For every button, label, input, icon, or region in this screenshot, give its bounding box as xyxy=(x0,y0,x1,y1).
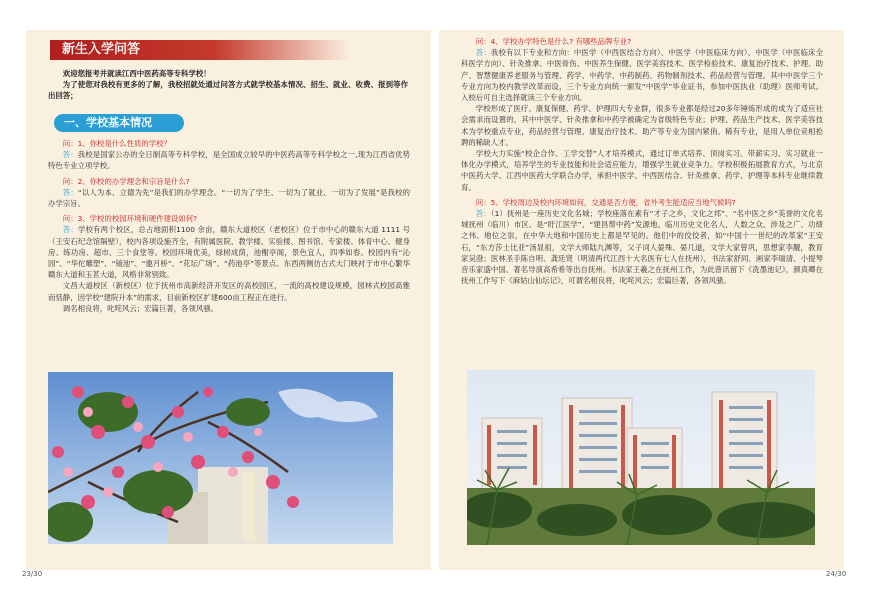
left-page xyxy=(26,30,431,570)
answer-1-text: 我校是国家公办的全日制高等专科学校，是全国成立较早的中医药高等专科学校之一,现为江西省优势特色专业立项学校。 xyxy=(48,150,410,171)
answer-label: 答： xyxy=(62,225,78,235)
answer-3-text: 学校有两个校区，总占地面积1100 余亩，赣东大道校区（老校区）位于市中心的赣东大道 1111 号（王安石纪念馆隔壁），校内各项设施齐全，有附属医院、教学楼、实验楼、图书馆、专家楼、体育中心、健身房、练功房、超市、三个食堂等。校园环境优美，绿树成荫，池榭亭阁，景色宜人，四季如春。校园内有“沁园”、“华佗雕塑”、“镜池”、“邀月桥”、“花坛广场”、“药池亭”等景点。东西两侧仿古式大门映衬于市中心繁华赣东大道和玉茗大道，风格非常别致。 xyxy=(48,225,410,280)
answer-4-text: 我校有以下专业和方向：中医学（中西医结合方向）、中医学（中医临床方向）、中医学（中医临床全科医学方向）、针灸推拿、中医骨伤、中医养生保健、医学美容技术、医学检验技术、康复治疗技术、护理、助产、智慧健康养老服务与管理、药学、中药学、中药制药、药物制剂技术、药品经营与管理。其中中医学三个专业方向为校内教学改革而设，三个专业方向统一颁发“中医学”毕业证书，参加中医执业（助理）医师考试。入校后可自主选择就读三个专业方向。 xyxy=(461,48,823,103)
answer-2 xyxy=(48,187,410,209)
answer-5-text: （1）抚州是一座历史文化名城；学校座落在素有“才子之乡，文化之邦”、“名中医之乡”美誉的文化名城抚州（临川）市区。是“盱江医学”、“建昌帮中药”发源地。临川历史文化名人，人数之众、涉及之广、功绩之伟、地位之崇，在中华大地和中国历史上都是罕见的。他们中的佼佼者，如“中国十一世纪的改革家”王安石，“东方莎士比亚”汤显祖，文学大师陆九渊等，父子词人晏殊、晏几道，文学大家曾巩，思想家李觏，教育家吴澄；医林圣手陈自明、龚廷贤（明清两代江西十大名医有七人在抚州），书法家舒同、画家李瑞清、小提琴音乐家盛中国、著名导演高希希等出自抚州。书法家王羲之在抚州工作，为此曾讯留下《洗墨池记》，颜真卿在抚州工作写下《麻姑山仙坛记》，可谓名相良将，叱咤风云；宏篇巨著，各领风骚。 xyxy=(461,209,823,286)
answer-5 xyxy=(461,208,823,286)
qa-block-right xyxy=(461,36,823,286)
answer-label: 答： xyxy=(475,48,491,58)
campus-photo-blossom xyxy=(48,372,393,544)
campus-photo-dormitories xyxy=(467,370,815,545)
question-3: 问：3、学校的校园环境和硬件建设如何? xyxy=(62,214,198,224)
question-4: 问：4、学校办学特色是什么? 有哪些品牌专业? xyxy=(475,37,632,46)
page-number-left: 23/30 xyxy=(22,570,43,578)
question-1: 问：1、你校是什么性质的学校？ xyxy=(62,139,171,148)
question-2: 问：2、你校的办学理念和宗旨是什么? xyxy=(62,176,190,186)
section-heading: 一、学校基本情况 xyxy=(54,114,184,132)
question-5: 问：5、学校周边及校内环境如何，交通是否方便，省外考生能适应当地气候吗? xyxy=(475,197,736,207)
answer-1 xyxy=(48,149,410,171)
answer-label: 答： xyxy=(475,209,491,219)
intro-line-1: 欢迎您报考并就读江西中医药高等专科学校！ xyxy=(62,69,211,78)
answer-4b: 学校形成了医疗、康复保健、药学、护理四大专业群，很多专业都是经过20多年锤炼形成的成为了适应社会需求而设置的，其中中医学、针灸推拿和中药学被确定为省级特色专业；护理、药品生产技术、医学美容技术为学校重点专业，药品经营与管理、康复治疗技术、助产等专业为国内紧俏、稀有专业，是用人单位竞相抢聘的稀缺人才。 xyxy=(461,104,823,147)
right-page xyxy=(439,30,844,570)
page-number-right: 24/30 xyxy=(826,570,847,578)
intro-line-2: 为了使您对我校有更多的了解，我校招就处通过问答方式就学校基本情况、招生、就业、收费、报到等作出回答； xyxy=(48,80,408,101)
answer-2-text: “以人为本、立德为先”是我们的办学理念。“一切为了学生、一切为了就业、一切为了发展”是我校的办学宗旨。 xyxy=(48,187,410,209)
answer-label: 答： xyxy=(62,187,78,197)
intro-block xyxy=(48,68,408,102)
page-title: 新生入学问答 xyxy=(50,40,350,60)
answer-3c: 调名相良将，叱咤风云；宏篇巨著，各领风骚。 xyxy=(62,303,219,313)
qa-block-left xyxy=(48,138,410,314)
answer-3 xyxy=(48,224,410,280)
answer-label: 答： xyxy=(62,150,78,160)
answer-4 xyxy=(461,47,823,103)
answer-4c: 学校大力实施“校企合作、工学交替”人才培养模式，通过订单式培养、顶岗实习、带薪实习、实习就业一体化办学模式，培养学生的专业技能和社会适应能力，增强学生就业竞争力。学校积极拓展教育方式，与北京中医药大学、江西中医药大学联合办学，承担中医学、中西医结合、针灸推拿、药学、护理等本科专业继续教育。 xyxy=(461,149,823,192)
answer-3b: 文昌大道校区（新校区）位于抚州市高新经济开发区的高校园区，一流的高校建设规模，园林式校园高雅而恬静，因学校“建院升本”的需求，目前新校区扩建600亩工程正在进行。 xyxy=(48,281,410,302)
